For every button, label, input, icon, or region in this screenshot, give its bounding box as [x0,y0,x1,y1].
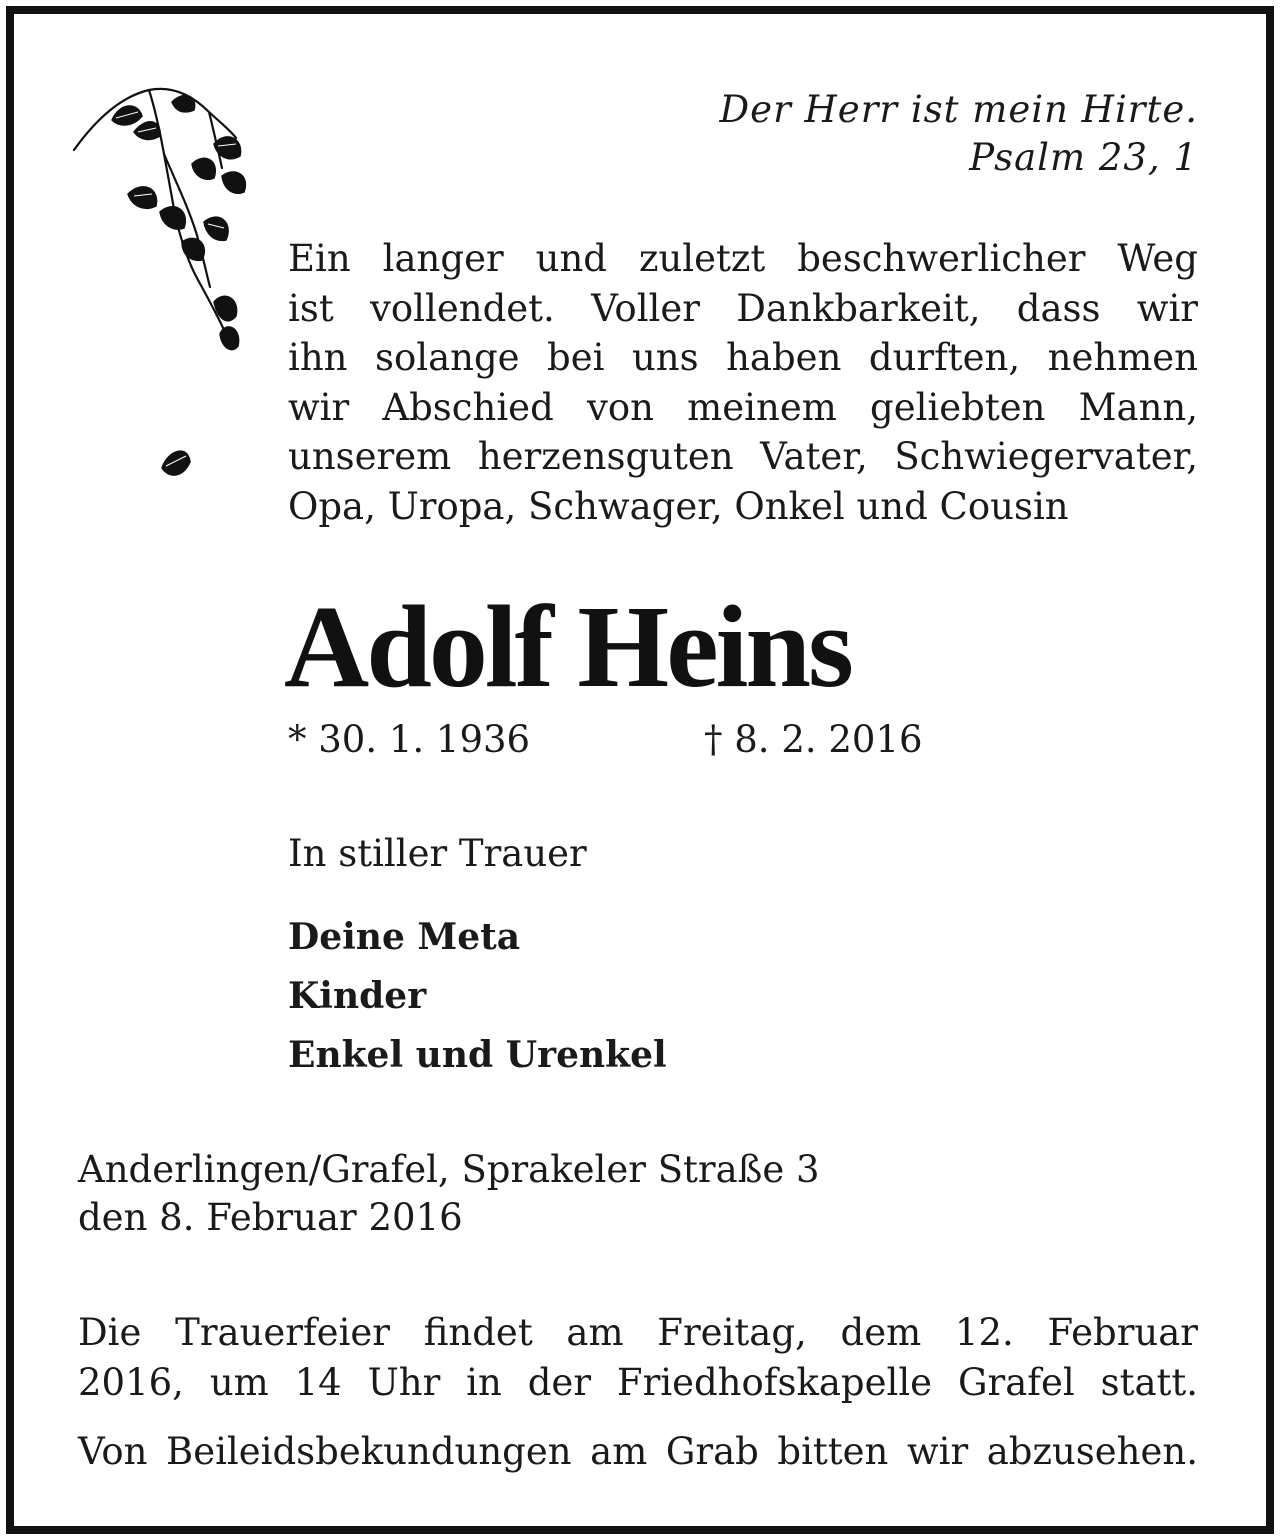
family-member: Enkel und Urenkel [288,1034,667,1076]
mourning-phrase: In stiller Trauer [288,832,587,875]
family-member: Kinder [288,975,427,1017]
intro-line: wir Abschied von meinem geliebten Mann, [288,385,1198,429]
bible-verse [720,86,1198,182]
ceremony-line: Die Trauerfeier findet am Freitag, dem 12. Februar [78,1311,1198,1354]
intro-line: unserem herzensguten Vater, Schwiegervater, [288,435,1198,479]
address-block [78,1146,820,1242]
intro-paragraph [288,234,1198,532]
bible-verse-text: Der Herr ist mein Hirte. [719,88,1198,131]
death-date: † 8. 2. 2016 [704,718,923,761]
intro-line: Opa, Uropa, Schwager, Onkel und Cousin [288,484,1069,528]
birth-date: * 30. 1. 1936 [288,718,531,761]
intro-line: ist vollendet. Voller Dankbarkeit, dass wir [288,286,1198,330]
intro-line: ihn solange bei uns haben durften, nehmen [288,336,1198,380]
bible-verse-reference: Psalm 23, 1 [969,136,1198,179]
ceremony-line: 2016, um 14 Uhr in der Friedhofskapelle Grafel statt. [78,1361,1198,1404]
deceased-name: Adolf Heins [284,581,851,712]
address-line: Anderlingen/Grafel, Sprakeler Straße 3 [78,1148,820,1191]
family-list [288,908,667,1085]
date-line: den 8. Februar 2016 [78,1196,463,1239]
condolence-note: Von Beileidsbekundungen am Grab bitten wir abzusehen. [78,1430,1198,1473]
birch-branch-icon [64,72,274,502]
family-member: Deine Meta [288,916,521,958]
ceremony-info [78,1308,1198,1408]
obituary-notice [6,6,1274,1534]
intro-line: Ein langer und zuletzt beschwerlicher Weg [288,237,1198,280]
